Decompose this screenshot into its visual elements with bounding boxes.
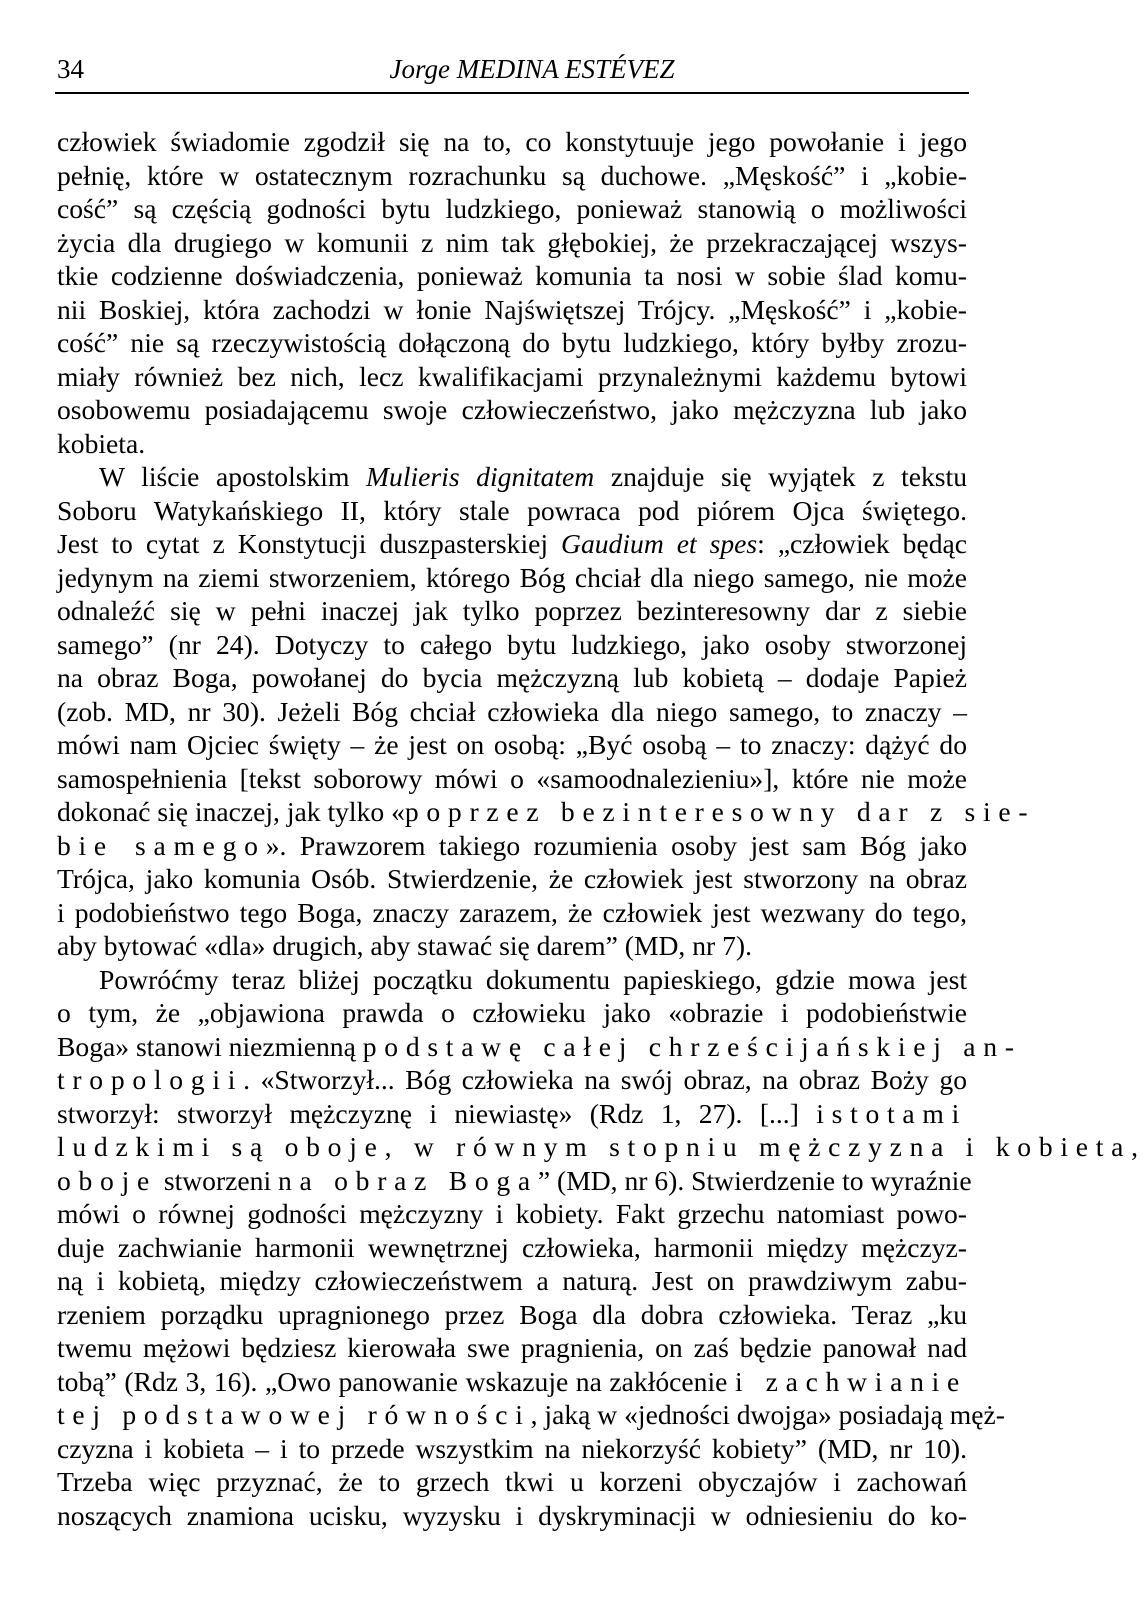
text-line: samego” (nr 24). Dotyczy to całego bytu ludzkiego, jako osoby stworzonej (57, 628, 967, 660)
text-line: miały również bez nich, lecz kwalifikacjami przynależnymi każdemu bytowi (57, 360, 967, 392)
text-line: czyzna i kobieta – i to przede wszystkim na niekorzyść kobiety” (MD, nr 10). (57, 1432, 967, 1464)
text-line: ludzkimi są oboje, w równym stopniu mężczyzna i kobieta, (57, 1131, 1146, 1162)
text-line: W liście apostolskim Mulieris dignitatem znajduje się wyjątek z tekstu (99, 461, 967, 492)
text-line: aby bytować «dla» drugich, aby stawać się darem” (MD, nr 7). (57, 930, 752, 961)
text-line: odnaleźć się w pełni inaczej jak tylko poprzez bezinteresowny dar z siebie (57, 595, 967, 626)
text-line: osobowemu posiadającemu swoje człowieczeństwo, jako mężczyzna lub jako (57, 394, 967, 425)
text-line: Soboru Watykańskiego II, który stale powraca pod piórem Ojca świętego. (57, 494, 967, 526)
text-line: samospełnienia [tekst soborowy mówi o «samoodnalezieniu»], które nie może (57, 762, 967, 794)
text-line: (zob. MD, nr 30). Jeżeli Bóg chciał człowieka dla niego samego, to znaczy – (57, 695, 967, 727)
running-head: Jorge MEDINA ESTÉVEZ (389, 54, 675, 84)
text-line: rzeniem porządku upragnionego przez Boga dla dobra człowieka. Teraz „ku (57, 1298, 967, 1330)
text-line: tkie codzienne doświadczenia, ponieważ komunia ta nosi w sobie ślad komu- (57, 260, 967, 291)
text-line: tropologii. «Stworzył... Bóg człowieka na swój obraz, na obraz Boży go (57, 1064, 967, 1095)
text-line: pełnię, które w ostatecznym rozrachunku są duchowe. „Męskość” i „kobie- (57, 159, 967, 191)
text-line: tej podstawowej równości, jaką w «jedności dwojga» posiadają męż- (57, 1399, 1005, 1430)
page-header (55, 50, 969, 94)
text-line: kobieta. (57, 427, 146, 459)
text-line: nii Boskiej, która zachodzi w łonie Najświętszej Trójcy. „Męskość” i „kobie- (57, 293, 967, 325)
text-line: noszących znamiona ucisku, wyzysku i dyskryminacji w odniesieniu do ko- (57, 1499, 967, 1531)
text-line: mówi nam Ojciec święty – że jest on osobą: „Być osobą – to znaczy: dążyć do (57, 729, 967, 760)
text-line: duje zachwianie harmonii wewnętrznej człowieka, harmonii między mężczyz- (57, 1231, 967, 1263)
text-line: ną i kobietą, między człowieczeństwem a naturą. Jest on prawdziwym zabu- (57, 1265, 967, 1296)
text-line: Boga» stanowi niezmienną podstawę całej chrześcijańskiej an- (57, 1030, 1022, 1062)
text-line: Jest to cytat z Konstytucji duszpasterskiej Gaudium et spes: „człowiek będąc (57, 528, 967, 559)
text-line: stworzył: stworzył mężczyznę i niewiastę» (Rdz 1, 27). [...] istotami (57, 1097, 967, 1129)
text-line: Trójca, jako komunia Osób. Stwierdzenie, że człowiek jest stworzony na obraz (57, 863, 967, 894)
text-line: Powróćmy teraz bliżej początku dokumentu papieskiego, gdzie mowa jest (99, 963, 967, 995)
text-line: Trzeba więc przyznać, że to grzech tkwi u korzeni obyczajów i zachowań (57, 1466, 967, 1497)
text-line: bie samego». Prawzorem takiego rozumienia osoby jest sam Bóg jako (57, 829, 967, 861)
text-line: tobą” (Rdz 3, 16). „Owo panowanie wskazuje na zakłócenie i zachwianie (57, 1365, 967, 1397)
text-line: i podobieństwo tego Boga, znaczy zarazem, że człowiek jest wezwany do tego, (57, 896, 967, 928)
text-line: jedynym na ziemi stworzeniem, którego Bóg chciał dla niego samego, nie może (57, 561, 967, 593)
text-line: człowiek świadomie zgodził się na to, co konstytuuje jego powołanie i jego (57, 126, 967, 157)
page-number: 34 (57, 54, 84, 84)
body-text (57, 125, 1146, 1532)
text-line: cość” nie są rzeczywistością dołączoną do bytu ludzkiego, który byłby zrozu- (57, 327, 967, 358)
text-line: o tym, że „objawiona prawda o człowieku jako «obrazie i podobieństwie (57, 997, 967, 1028)
text-line: mówi o równej godności mężczyzny i kobiety. Fakt grzechu natomiast powo- (57, 1198, 967, 1229)
text-line: oboje stworzeni na obraz Boga” (MD, nr 6). Stwierdzenie to wyraźnie (57, 1164, 972, 1196)
text-line: twemu mężowi będziesz kierowała swe pragnienia, on zaś będzie panował nad (57, 1332, 967, 1363)
text-line: dokonać się inaczej, jak tylko «poprzez bezinteresowny dar z sie- (57, 796, 1036, 827)
text-line: życia dla drugiego w komunii z nim tak głębokiej, że przekraczającej wszys- (57, 226, 967, 258)
text-line: na obraz Boga, powołanej do bycia mężczyzną lub kobietą – dodaje Papież (57, 662, 967, 693)
text-line: cość” są częścią godności bytu ludzkiego, ponieważ stanowią o możliwości (57, 193, 967, 224)
